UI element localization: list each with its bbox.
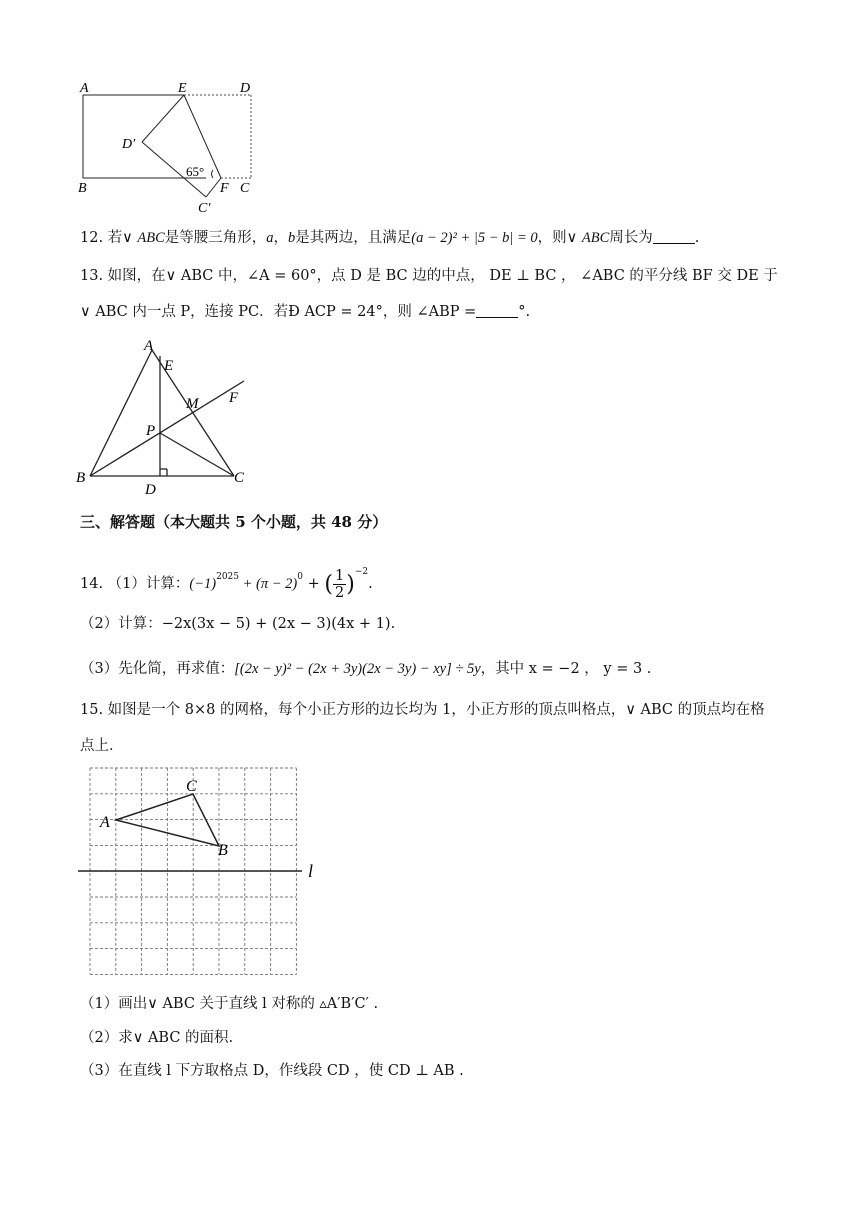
question-14-part1: 14. （1）计算：$(-1)^{2025} + (\pi - 2)^0$ + ( $\frac{1}{2}$ )$^{-2}$.	[80, 567, 373, 601]
label-E: E	[178, 81, 187, 96]
label-M: M	[186, 396, 199, 412]
label-A: A	[144, 338, 154, 354]
question-15-sub3: （3）在直线 l 下方取格点 D，作线段 CD ，使 CD ⊥ AB .	[80, 1063, 464, 1079]
question-13-line2: ∨ ABC 内一点 P，连接 PC．若Ð ACP = 24°，则 ∠ABP = °.	[80, 304, 531, 320]
question-15-sub2: （2）求∨ ABC 的面积.	[80, 1030, 234, 1046]
label-F: F	[220, 181, 229, 196]
label-D: D	[145, 482, 156, 498]
question-14-part2: （2）计算：−2x(3x − 5) + (2x − 3)(4x + 1).	[80, 616, 396, 632]
section-3-title: 三、解答题（本大题共 5 个小题，共 48 分）	[80, 513, 388, 531]
question-15-line1: 15. 如图是一个 8×8 的网格，每个小正方形的边长均为 1，小正方形的顶点叫格点，∨ ABC 的顶点均在格	[80, 702, 765, 718]
question-13-line1: 13. 如图，在∨ ABC 中，∠A = 60°，点 D 是 BC 边的中点， DE ⊥ BC ， ∠ABC 的平分线 BF 交 DE 于	[80, 268, 778, 284]
label-C: C	[186, 778, 197, 795]
line-l-label: l	[308, 861, 314, 881]
question-14-part3: （3）先化简，再求值：[(2x − y)² − (2x + 3y)(2x − 3y) − xy] ÷ 5y，其中 x = −2 ， y = 3 .	[80, 661, 652, 677]
label-B: B	[218, 842, 228, 859]
question-15-line2: 点上．	[80, 738, 124, 754]
label-P: P	[146, 423, 156, 439]
label-angle: 65°	[186, 164, 205, 179]
question-15-sub1: （1）画出∨ ABC 关于直线 l 对称的 ▵A′B′C′ .	[80, 996, 379, 1012]
question-12: 12. 若∨ ABC是等腰三角形，a，b是其两边，且满足(a − 2)² + |5 − b| = 0，则∨ ABC周长为 .	[80, 230, 700, 246]
answer-blank-13[interactable]	[476, 303, 518, 318]
label-E: E	[164, 358, 174, 374]
fold-rectangle-figure	[74, 76, 264, 216]
label-A: A	[80, 81, 89, 96]
label-D: D	[240, 81, 251, 96]
label-B: B	[78, 181, 87, 196]
triangle-figure	[74, 336, 264, 498]
grid-figure	[74, 764, 334, 978]
label-C: C	[234, 470, 245, 486]
label-D-prime: D′	[122, 137, 136, 152]
label-B: B	[76, 470, 86, 486]
answer-blank-12[interactable]	[653, 229, 695, 244]
label-A: A	[100, 814, 110, 831]
label-C: C	[240, 181, 250, 196]
label-F: F	[229, 390, 239, 406]
label-C-prime: C′	[198, 201, 211, 216]
